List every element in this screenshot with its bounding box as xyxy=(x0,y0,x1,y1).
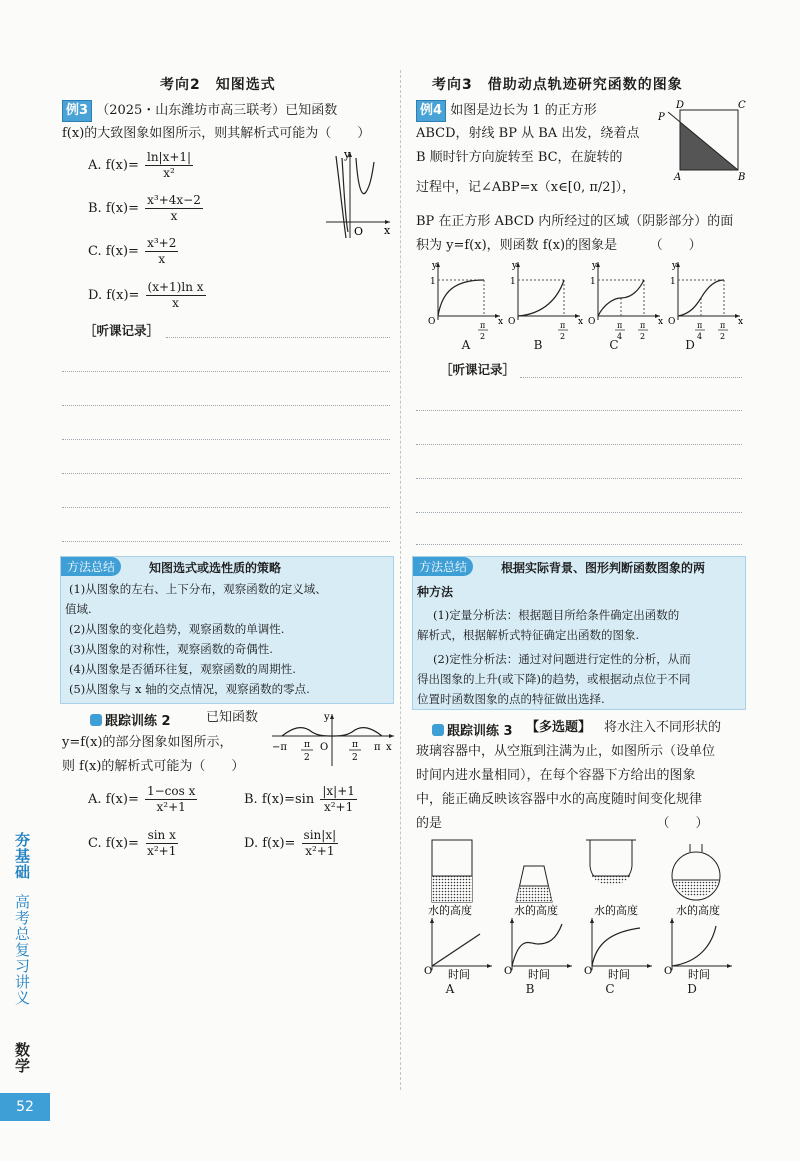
svg-text:x: x xyxy=(738,317,744,327)
training2-stem2: y=f(x)的部分图象如图所示， xyxy=(62,735,233,750)
training2-option-d: D. f(x)= $\frac{\sin|x|}{\text{x²+1}}$ xyxy=(244,828,337,858)
svg-text:1: 1 xyxy=(510,277,516,287)
svg-text:π: π xyxy=(560,321,566,330)
svg-text:2: 2 xyxy=(304,753,310,763)
svg-text:水的高度: 水的高度 xyxy=(676,904,720,917)
example3-option-b: B. f(x)= $\frac{\text{x³+4x−2}}{x}$ xyxy=(88,193,201,223)
graph-choice-a xyxy=(428,261,503,341)
example3-source: （2025・山东潍坊市高三联考）已知函数 xyxy=(96,103,338,118)
svg-text:水的高度: 水的高度 xyxy=(428,904,472,917)
example3-option-a: A. f(x)= $\frac{\ln|x+1|}{\text{x²}}$ xyxy=(88,150,192,180)
training2-option-a: A. f(x)= $\frac{\text{1−cos x}}{\text{x²+1}}$ xyxy=(88,784,196,814)
training2-stem3: 则 f(x)的解析式可能为（ ） xyxy=(62,759,245,774)
side-subject: 数学 xyxy=(13,1042,31,1074)
example4-line1: ABCD，射线 BP 从 BA 出发，绕着点 xyxy=(416,126,640,141)
graph-label-d: D xyxy=(685,338,695,352)
training3-line1: 玻璃容器中，从空瓶到注满为止，如图所示（设单位 xyxy=(416,744,716,759)
svg-text:1: 1 xyxy=(430,277,436,287)
svg-text:π: π xyxy=(304,740,310,750)
training3-containers xyxy=(420,836,750,906)
svg-text:时间: 时间 xyxy=(528,968,550,981)
svg-text:2: 2 xyxy=(352,753,358,763)
svg-text:O: O xyxy=(664,966,673,977)
svg-text:−π: −π xyxy=(272,742,287,753)
right-method-title2: 种方法 xyxy=(417,585,454,599)
svg-text:y: y xyxy=(592,261,598,271)
svg-text:B: B xyxy=(738,172,746,182)
svg-text:π: π xyxy=(617,321,623,330)
svg-text:2: 2 xyxy=(640,332,646,341)
right-heading: 考向3 借助动点轨迹研究函数的图象 xyxy=(432,77,683,93)
training3-tag: 【多选题】 xyxy=(526,720,592,735)
svg-text:4: 4 xyxy=(697,332,703,341)
svg-text:π: π xyxy=(720,321,726,330)
example3-option-d: D. f(x)= $\frac{\text{(x+1)ln x}}{x}$ xyxy=(88,280,204,310)
svg-text:y: y xyxy=(432,261,438,271)
svg-text:O: O xyxy=(354,225,364,238)
graph-label-a: A xyxy=(461,338,471,352)
svg-text:O: O xyxy=(588,317,596,327)
svg-text:O: O xyxy=(424,966,433,977)
column-divider xyxy=(400,70,401,1090)
container-label-c: C xyxy=(605,982,615,996)
left-method-title: 知图选式或选性质的策略 xyxy=(149,561,282,575)
svg-text:x: x xyxy=(498,317,504,327)
svg-text:2: 2 xyxy=(480,332,486,341)
svg-text:2: 2 xyxy=(720,332,726,341)
side-brand: 夯基础 xyxy=(13,832,31,880)
graph-choice-b xyxy=(508,261,583,341)
graph-choice-d xyxy=(668,261,743,341)
svg-text:O: O xyxy=(504,966,513,977)
svg-text:水的高度: 水的高度 xyxy=(514,904,558,917)
svg-text:O: O xyxy=(508,317,516,327)
svg-text:x: x xyxy=(386,742,392,753)
container-label-d: D xyxy=(687,982,697,996)
svg-text:2: 2 xyxy=(560,332,566,341)
svg-text:O: O xyxy=(320,742,329,753)
svg-text:y: y xyxy=(672,261,678,271)
example3-tag: 例3 xyxy=(62,100,92,122)
training3-graphs xyxy=(420,904,750,982)
side-book-title: 高考总复习讲义 xyxy=(13,894,31,1006)
svg-text:π: π xyxy=(480,321,486,330)
svg-text:1: 1 xyxy=(590,277,596,287)
left-method-tag: 方法总结 xyxy=(61,557,121,576)
training3-line4: 的是 （ ） xyxy=(416,816,709,831)
graph-choice-c xyxy=(588,261,663,341)
left-heading: 考向2 知图选式 xyxy=(160,77,276,93)
svg-text:x: x xyxy=(384,224,391,237)
svg-text:x: x xyxy=(658,317,664,327)
svg-text:D: D xyxy=(676,100,685,111)
example4-square-figure xyxy=(650,98,750,182)
training3-title: 跟踪训练 3 xyxy=(432,720,513,739)
training2-option-b: B. f(x)=sin $\frac{|x|+1}{\text{x²+1}}$ xyxy=(244,784,355,814)
svg-text:O: O xyxy=(428,317,436,327)
svg-text:x: x xyxy=(578,317,584,327)
example4-line0: 例4 如图是边长为 1 的正方形 xyxy=(416,100,597,122)
example4-line5: 积为 y=f(x)，则函数 f(x)的图象是 （ ） xyxy=(416,238,702,253)
example4-line3: 过程中，记∠ABP=x（x∈[0, π/2]）， xyxy=(416,180,636,195)
page-number: 52 xyxy=(0,1093,50,1121)
example3-stem2: f(x)的大致图象如图所示，则其解析式可能为（ ） xyxy=(62,126,371,141)
example3-stem xyxy=(62,100,397,122)
right-method-box: 方法总结 根据实际背景、图形判断函数图象的两 种方法 (1)定量分析法：根据题目所给条件确定出函数的 解析式，根据解析式特征确定出函数的图象. (2)定性分析法：通过对问题进行定性的分析，从而 得出图象的上升(或下降)的趋势，或根据动点位于不同 位置时函数图象的点的特征做出选择. xyxy=(412,556,746,710)
svg-text:时间: 时间 xyxy=(688,968,710,981)
svg-text:π: π xyxy=(640,321,646,330)
svg-text:4: 4 xyxy=(617,332,623,341)
svg-text:时间: 时间 xyxy=(608,968,630,981)
training2-graph xyxy=(268,712,398,768)
graph-label-c: C xyxy=(609,338,619,352)
training-icon xyxy=(90,714,102,726)
svg-text:O: O xyxy=(668,317,676,327)
side-bar xyxy=(0,832,50,1092)
svg-text:P: P xyxy=(658,112,665,123)
training3-line2: 时间内进水量相同），在每个容器下方给出的图象 xyxy=(416,768,696,783)
example4-line4: BP 在正方形 ABCD 内所经过的区域（阴影部分）的面 xyxy=(416,214,734,229)
left-notes-label: ［听课记录］ xyxy=(84,323,160,338)
right-notes-label: ［听课记录］ xyxy=(440,362,516,377)
graph-label-b: B xyxy=(533,338,543,352)
svg-text:水的高度: 水的高度 xyxy=(594,904,638,917)
svg-text:y: y xyxy=(512,261,518,271)
container-label-b: B xyxy=(525,982,535,996)
training3-line0: 将水注入不同形状的 xyxy=(604,720,722,735)
left-method-box: 方法总结 知图选式或选性质的策略 (1)从图象的左右、上下分布，观察函数的定义域、 值域. (2)从图象的变化趋势，观察函数的单调性. (3)从图象的对称性，观察函数的奇偶性. (4)从图象是否循环往复，观察函数的周期性. (5)从图象与 x 轴的交点情况，观察函数的零点. xyxy=(60,556,394,704)
svg-text:π: π xyxy=(374,742,381,753)
example4-tag: 例4 xyxy=(416,100,446,122)
training2-stem1: 已知函数 xyxy=(206,710,259,725)
svg-text:1: 1 xyxy=(670,277,676,287)
container-label-a: A xyxy=(445,982,455,996)
svg-text:y: y xyxy=(344,148,351,161)
svg-text:π: π xyxy=(352,740,358,750)
right-method-title: 根据实际背景、图形判断函数图象的两 xyxy=(501,561,706,575)
training2-title: 跟踪训练 2 xyxy=(90,710,171,729)
training3-line3: 中，能正确反映该容器中水的高度随时间变化规律 xyxy=(416,792,703,807)
svg-text:y: y xyxy=(324,712,330,723)
svg-text:O: O xyxy=(584,966,593,977)
svg-text:C: C xyxy=(738,100,746,111)
example3-option-c: C. f(x)= $\frac{\text{x³+2}}{x}$ xyxy=(88,236,177,266)
example4-line2: B 顺时针方向旋转至 BC，在旋转的 xyxy=(416,150,623,165)
right-method-tag: 方法总结 xyxy=(413,557,473,576)
svg-text:A: A xyxy=(674,172,682,182)
svg-text:时间: 时间 xyxy=(448,968,470,981)
svg-text:π: π xyxy=(697,321,703,330)
example3-graph xyxy=(322,148,394,240)
training-icon xyxy=(432,724,444,736)
training2-option-c: C. f(x)= $\frac{\text{sin x}}{\text{x²+1}}$ xyxy=(88,828,177,858)
